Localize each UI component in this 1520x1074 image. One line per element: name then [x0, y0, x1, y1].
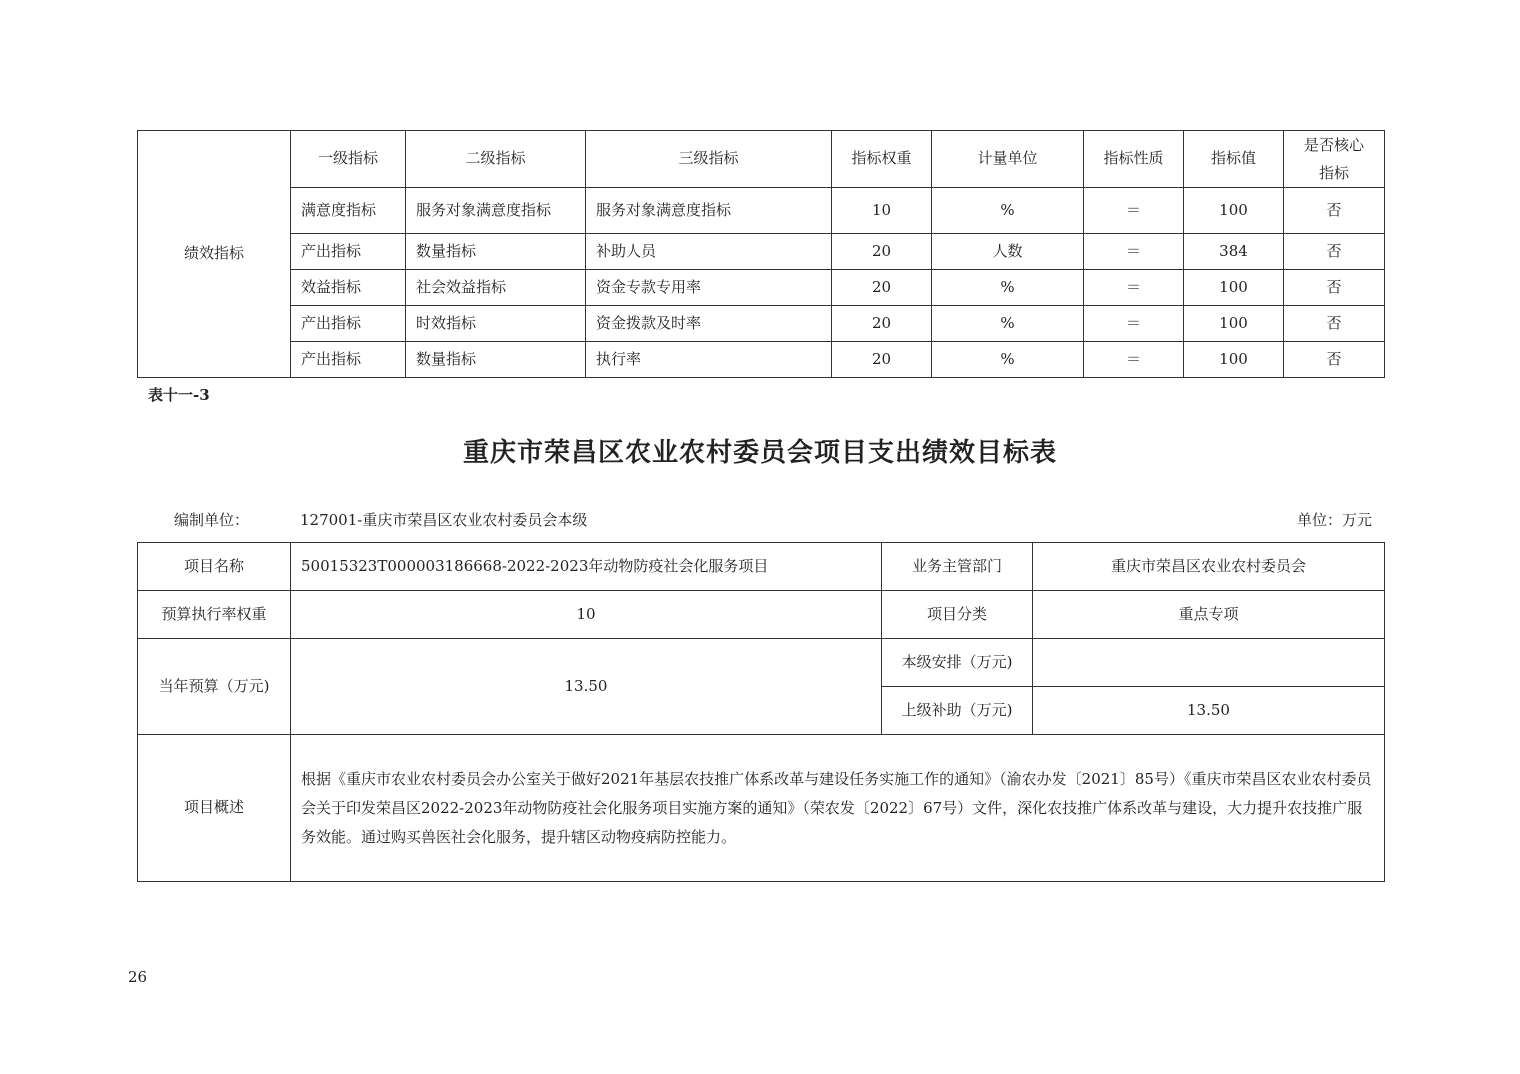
budget-value: 13.50: [291, 639, 882, 735]
table-cell: 20: [832, 306, 932, 342]
table-row: [138, 188, 1385, 234]
table-number: 表十一-3: [148, 386, 210, 404]
category-label: 项目分类: [882, 591, 1033, 639]
table-cell: 否: [1284, 188, 1385, 234]
table-row: [138, 270, 1385, 306]
table-cell: 384: [1184, 234, 1284, 270]
table-cell: 社会效益指标: [406, 270, 586, 306]
table-cell: %: [932, 188, 1084, 234]
table-cell: 100: [1184, 270, 1284, 306]
table-cell: 10: [832, 188, 932, 234]
table-cell: 数量指标: [406, 342, 586, 378]
perf-header-cell: 计量单位: [932, 131, 1084, 188]
table-cell: %: [932, 342, 1084, 378]
overview-label: 项目概述: [138, 735, 291, 882]
table-row: [138, 591, 1385, 639]
table-cell: 服务对象满意度指标: [586, 188, 832, 234]
table-cell: %: [932, 270, 1084, 306]
project-info-table: [137, 542, 1385, 882]
page-title: 重庆市荣昌区农业农村委员会项目支出绩效目标表: [462, 438, 1057, 468]
table-cell: ＝: [1084, 342, 1184, 378]
table-cell: 100: [1184, 188, 1284, 234]
table-cell: 服务对象满意度指标: [406, 188, 586, 234]
table-row: [138, 342, 1385, 378]
category-value: 重点专项: [1033, 591, 1385, 639]
table-cell: 数量指标: [406, 234, 586, 270]
upper-funding-label: 上级补助（万元): [882, 687, 1033, 735]
table-cell: 否: [1284, 306, 1385, 342]
project-name-label: 项目名称: [138, 543, 291, 591]
table-row: [138, 639, 1385, 687]
table-cell: 资金专款专用率: [586, 270, 832, 306]
table-row: [138, 543, 1385, 591]
page-number: 26: [128, 968, 148, 986]
perf-header-cell: 一级指标: [291, 131, 406, 188]
local-funding-value: [1033, 639, 1385, 687]
project-name-value: 50015323T000003186668-2022-2023年动物防疫社会化服务项目: [291, 543, 882, 591]
perf-header-cell: 指标权重: [832, 131, 932, 188]
unit-value: 127001-重庆市荣昌区农业农村委员会本级: [300, 511, 588, 529]
department-label: 业务主管部门: [882, 543, 1033, 591]
weight-label: 预算执行率权重: [138, 591, 291, 639]
budget-label: 当年预算（万元): [138, 639, 291, 735]
table-cell: 否: [1284, 342, 1385, 378]
perf-row-header: 绩效指标: [138, 131, 291, 378]
table-cell: 产出指标: [291, 342, 406, 378]
table-row: [138, 234, 1385, 270]
unit-label: 编制单位：: [174, 511, 250, 529]
table-cell: ＝: [1084, 234, 1184, 270]
table-row: [138, 306, 1385, 342]
upper-funding-value: 13.50: [1033, 687, 1385, 735]
table-cell: 否: [1284, 270, 1385, 306]
table-cell: ＝: [1084, 306, 1184, 342]
table-cell: 执行率: [586, 342, 832, 378]
weight-value: 10: [291, 591, 882, 639]
table-cell: 产出指标: [291, 306, 406, 342]
table-cell: 补助人员: [586, 234, 832, 270]
table-cell: ＝: [1084, 270, 1184, 306]
overview-text: 根据《重庆市农业农村委员会办公室关于做好2021年基层农技推广体系改革与建设任务实施工作的通知》（渝农办发〔2021〕85号）《重庆市荣昌区农业农村委员会关于印发荣昌区2022-2023年动物防疫社会化服务项目实施方案的通知》（荣农发〔2022〕67号）文件，深化农技推广体系改革与建设，大力提升农技推广服务效能。通过购买兽医社会化服务，提升辖区动物疫病防控能力。: [291, 735, 1385, 882]
table-row: [138, 735, 1385, 882]
table-cell: 100: [1184, 342, 1284, 378]
table-cell: 100: [1184, 306, 1284, 342]
table-cell: ＝: [1084, 188, 1184, 234]
perf-header-cell: 二级指标: [406, 131, 586, 188]
table-cell: 20: [832, 342, 932, 378]
table-cell: 时效指标: [406, 306, 586, 342]
table-cell: 20: [832, 270, 932, 306]
table-cell: 满意度指标: [291, 188, 406, 234]
performance-indicator-table: [137, 130, 1385, 378]
local-funding-label: 本级安排（万元): [882, 639, 1033, 687]
table-cell: 否: [1284, 234, 1385, 270]
table-cell: %: [932, 306, 1084, 342]
department-value: 重庆市荣昌区农业农村委员会: [1033, 543, 1385, 591]
table-cell: 20: [832, 234, 932, 270]
table-cell: 资金拨款及时率: [586, 306, 832, 342]
perf-header-row: [138, 131, 1385, 188]
perf-header-cell: 是否核心指标: [1284, 131, 1385, 188]
table-cell: 产出指标: [291, 234, 406, 270]
currency-unit: 单位：万元: [1296, 511, 1372, 529]
table-cell: 人数: [932, 234, 1084, 270]
perf-header-cell: 指标性质: [1084, 131, 1184, 188]
perf-header-cell: 指标值: [1184, 131, 1284, 188]
perf-header-cell: 三级指标: [586, 131, 832, 188]
table-cell: 效益指标: [291, 270, 406, 306]
